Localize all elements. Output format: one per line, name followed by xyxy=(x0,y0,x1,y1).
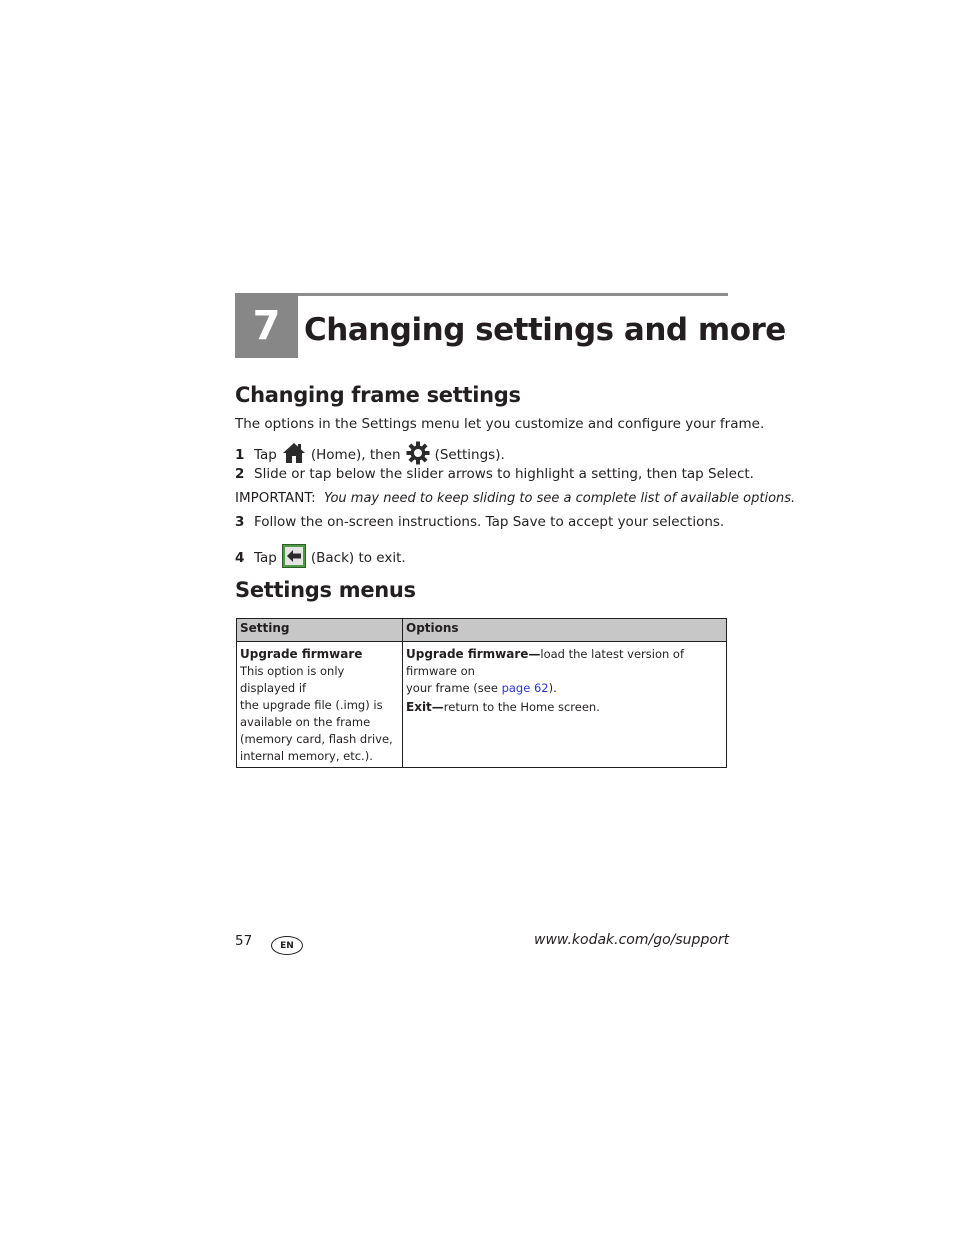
home-icon xyxy=(282,442,306,468)
chapter-number-box xyxy=(235,293,298,358)
step-text: Follow the on-screen instructions. Tap Save to accept your selections. xyxy=(254,514,725,530)
option-text: ). xyxy=(548,681,557,695)
setting-title: Upgrade firmware xyxy=(240,647,363,661)
important-note xyxy=(235,490,795,506)
step-1 xyxy=(235,441,505,469)
step-text: (Back) to exit. xyxy=(310,550,406,566)
step-text: Slide or tap below the slider arrows to highlight a setting, then tap Select. xyxy=(254,466,754,482)
step-text: (Settings). xyxy=(434,447,505,463)
description-line: (memory card, flash drive, xyxy=(240,732,393,746)
chapter-title: Changing settings and more xyxy=(304,312,786,348)
option-text: your frame (see xyxy=(406,681,502,695)
setting-cell xyxy=(237,642,403,768)
section-heading-settings-menus: Settings menus xyxy=(235,578,416,602)
step-text: Tap xyxy=(254,550,277,566)
chapter-number: 7 xyxy=(252,302,281,349)
support-url: www.kodak.com/go/support xyxy=(534,932,730,948)
step-4 xyxy=(235,544,406,572)
chapter-rule xyxy=(235,293,728,296)
column-header-setting: Setting xyxy=(237,619,403,642)
option-label: Upgrade firmware— xyxy=(406,647,541,661)
step-text: (Home), then xyxy=(310,447,401,463)
description-line: the upgrade file (.img) is xyxy=(240,698,383,712)
intro-paragraph: The options in the Settings menu let you customize and configure your frame. xyxy=(235,416,765,432)
section-heading-frame-settings: Changing frame settings xyxy=(235,383,521,407)
important-label: IMPORTANT: xyxy=(235,490,316,506)
table-header-row xyxy=(237,619,727,642)
step-text: Tap xyxy=(254,447,277,463)
page-62-link[interactable]: page 62 xyxy=(501,681,549,695)
column-header-options: Options xyxy=(403,619,727,642)
step-3 xyxy=(235,514,724,530)
description-line: This option is only displayed if xyxy=(240,664,345,695)
description-line: available on the frame xyxy=(240,715,371,729)
settings-table xyxy=(236,618,727,768)
settings-gear-icon xyxy=(406,441,430,469)
step-2 xyxy=(235,466,754,482)
step-number: 1 xyxy=(235,447,245,463)
setting-description xyxy=(240,663,399,765)
page-number: 57 xyxy=(235,933,253,949)
step-number: 4 xyxy=(235,550,245,566)
description-line: internal memory, etc.). xyxy=(240,749,373,763)
table-row xyxy=(237,642,727,768)
important-text: You may need to keep sliding to see a complete list of available options. xyxy=(323,491,796,506)
step-number: 2 xyxy=(235,466,245,482)
step-number: 3 xyxy=(235,514,245,530)
language-badge: EN xyxy=(271,936,303,955)
option-label: Exit— xyxy=(406,700,444,714)
option-text: load the latest version of firmware on xyxy=(406,647,685,678)
options-cell xyxy=(403,642,727,768)
option-upgrade-firmware xyxy=(406,646,723,697)
option-exit xyxy=(406,699,723,716)
back-arrow-icon xyxy=(282,544,306,572)
option-text: return to the Home screen. xyxy=(443,700,600,714)
